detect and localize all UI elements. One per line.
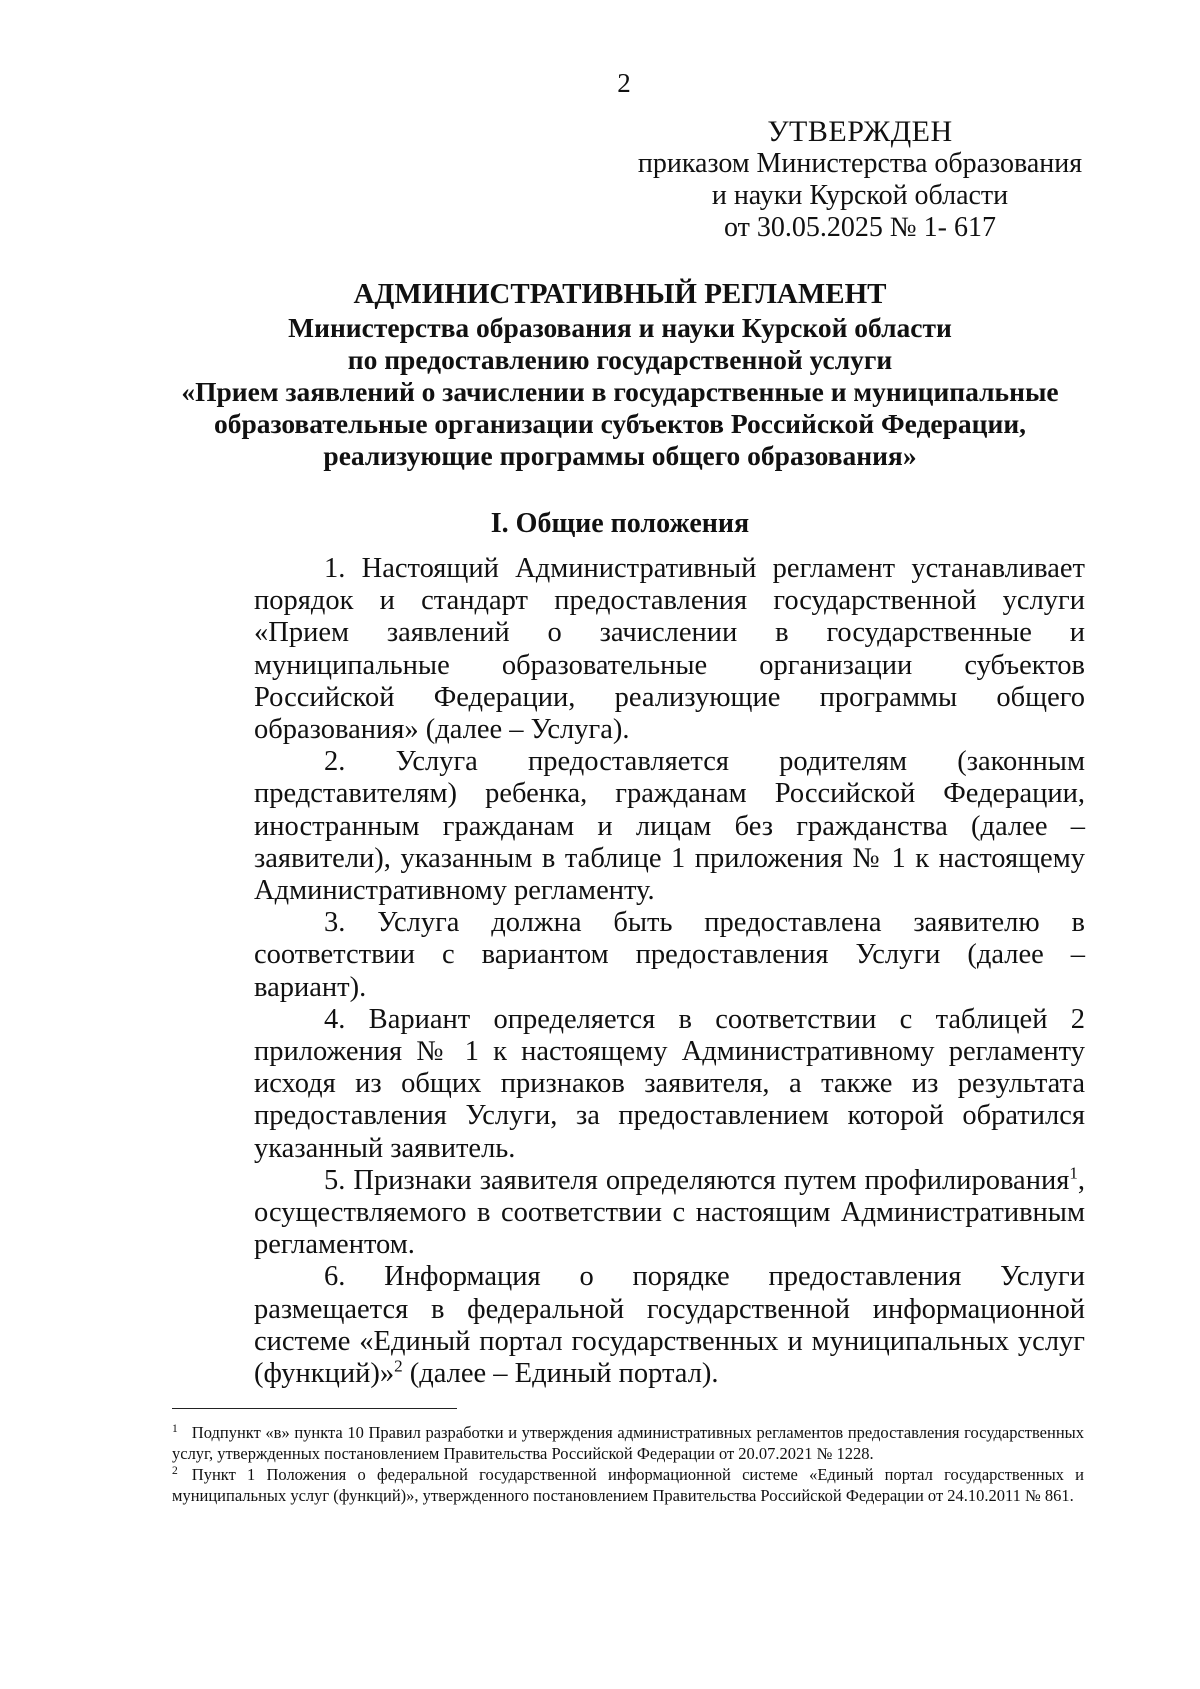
footnote-text-1: Подпункт «в» пункта 10 Правил разработки и утверждения административных регламентов предоставления государственных услуг, утвержденных постановлением Правительства Российской Федерации от 20.07.2021 № 1228.: [172, 1423, 1084, 1463]
document-subtitle-service-name-2: образовательные организации субъектов Российской Федерации,: [213, 408, 1027, 439]
document-subtitle-purpose: по предоставлению государственной услуги: [347, 344, 893, 375]
paragraph-5-text-end: , осуществляемого в соответствии с настоящим Административным регламентом.: [254, 1164, 1085, 1261]
paragraph-5: [254, 1165, 1085, 1262]
paragraph-1: 1. Настоящий Административный регламент устанавливает порядок и стандарт предоставления государственной услуги «Прием заявлений о зачислении в государственные и муниципальные образовательные организации субъектов Российской Федерации, реализующие программы общего образования» (далее – Услуга).: [254, 553, 1085, 746]
approval-ministry-line: и науки Курской области: [711, 180, 1009, 211]
footnote-text-2: Пункт 1 Положения о федеральной государственной информационной системе «Единый портал государственных и муниципальных услуг (функций)», утвержденного постановлением Правительства Российской Федерации от 24.10.2011 № 861.: [172, 1465, 1084, 1505]
footnote-marker-2: 2: [172, 1464, 178, 1477]
footnote-2: [172, 1464, 1084, 1506]
footnote-1: [172, 1422, 1084, 1464]
paragraph-6-text-end: (далее – Единый портал).: [402, 1358, 719, 1390]
approval-order-line: приказом Министерства образования: [637, 148, 1083, 179]
page-number: 2: [617, 68, 631, 98]
approved-heading: УТВЕРЖДЕН: [767, 115, 953, 148]
paragraph-2: 2. Услуга предоставляется родителям (законным представителям) ребенка, гражданам Российской Федерации, иностранным гражданам и лицам без гражданства (далее – заявители), указанным в таблице 1 приложения № 1 к настоящему Административному регламенту.: [254, 746, 1085, 907]
footnotes-block: [172, 1422, 1084, 1506]
document-body: [254, 553, 1085, 1390]
approval-date-number-line: от 30.05.2025 № 1- 617: [724, 212, 996, 243]
document-title-block: [150, 278, 1090, 472]
footnote-reference-2: 2: [394, 1356, 403, 1376]
document-subtitle-service-name-1: «Прием заявлений о зачислении в государственные и муниципальные: [181, 376, 1059, 407]
document-subtitle-ministry: Министерства образования и науки Курской области: [288, 312, 952, 343]
paragraph-6-text-start: 6. Информация о порядке предоставления Услуги размещается в федеральной государственной информационной системе «Единый портал государственных и муниципальных услуг (функций)»: [254, 1261, 1085, 1390]
document-title: АДМИНИСТРАТИВНЫЙ РЕГЛАМЕНТ: [353, 278, 887, 310]
section-heading: I. Общие положения: [490, 508, 750, 539]
document-subtitle-service-name-3: реализующие программы общего образования»: [323, 440, 917, 471]
approval-stamp-block: [600, 116, 1120, 244]
paragraph-5-text-start: 5. Признаки заявителя определяются путем профилирования: [324, 1164, 1070, 1196]
footnote-marker-1: 1: [172, 1422, 178, 1435]
paragraph-4: 4. Вариант определяется в соответствии с таблицей 2 приложения № 1 к настоящему Административному регламенту исходя из общих признаков заявителя, а также из результата предоставления Услуги, за предоставлением которой обратился указанный заявитель.: [254, 1003, 1085, 1164]
footnote-separator: [172, 1408, 457, 1409]
footnote-reference-1: 1: [1069, 1163, 1078, 1183]
paragraph-6: [254, 1261, 1085, 1390]
paragraph-3: 3. Услуга должна быть предоставлена заявителю в соответствии с вариантом предоставления Услуги (далее – вариант).: [254, 907, 1085, 1003]
